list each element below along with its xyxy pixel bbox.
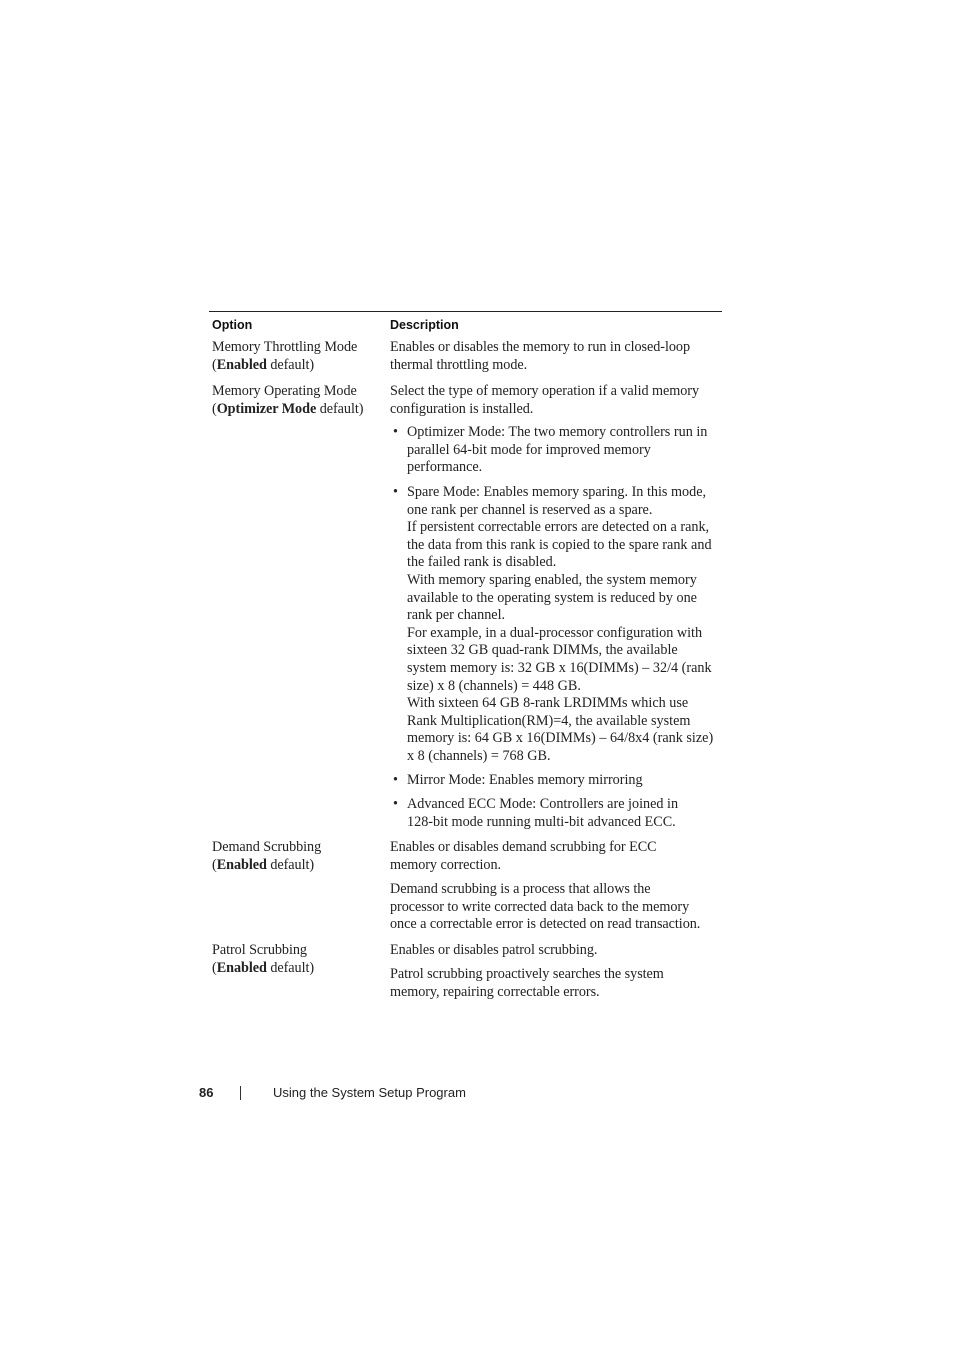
description-line: memory, repairing correctable errors.	[390, 983, 600, 1000]
bullet-icon: •	[393, 772, 398, 788]
bullet-line: one rank per channel is reserved as a spare.	[407, 501, 653, 518]
bullet-line: parallel 64-bit mode for improved memory	[407, 441, 651, 458]
description-cell	[390, 942, 722, 960]
table-header	[209, 316, 722, 334]
description-line: Enables or disables demand scrubbing for ECC	[390, 839, 657, 855]
default-suffix: default)	[270, 356, 315, 373]
option-name: Memory Throttling Mode	[212, 339, 358, 355]
bullet-line: rank per channel.	[407, 607, 506, 624]
bullet-line: system memory is: 32 GB x 16(DIMMs) – 32/4 (rank	[407, 659, 712, 676]
description-line: once a correctable error is detected on read transaction.	[390, 916, 701, 933]
description-line: memory correction.	[390, 856, 501, 873]
bullet-line: Spare Mode: Enables memory sparing. In this mode,	[407, 484, 707, 500]
bullet-line: Mirror Mode: Enables memory mirroring	[407, 772, 643, 788]
bullet-line: Advanced ECC Mode: Controllers are joined in	[407, 796, 679, 812]
description-line: Enables or disables patrol scrubbing.	[390, 942, 598, 958]
bullet-icon: •	[393, 424, 398, 440]
option-name: Memory Operating Mode	[212, 383, 357, 399]
option-default: (Enabled default)	[212, 856, 315, 873]
bullet-line: the failed rank is disabled.	[407, 554, 557, 571]
description-line: Enables or disables the memory to run in closed-loop	[390, 339, 691, 355]
bullet-line: Rank Multiplication(RM)=4, the available system	[407, 712, 691, 729]
bullet-line: size) x 8 (channels) = 448 GB.	[407, 677, 581, 694]
description-line: Patrol scrubbing proactively searches the system	[390, 966, 664, 982]
description-line: configuration is installed.	[390, 400, 534, 417]
description-line: processor to write corrected data back to the memory	[390, 898, 690, 915]
bullet-line: memory is: 64 GB x 16(DIMMs) – 64/8x4 (rank size)	[407, 730, 714, 747]
default-suffix: default)	[270, 856, 315, 873]
description-line: thermal throttling mode.	[390, 356, 528, 373]
default-value: Enabled	[216, 356, 267, 373]
bullet-line: For example, in a dual-processor configuration with	[407, 624, 703, 641]
footer-title: Using the System Setup Program	[273, 1085, 466, 1100]
bullet-line: With memory sparing enabled, the system memory	[407, 571, 697, 588]
bullet-line: Optimizer Mode: The two memory controllers run in	[407, 424, 708, 440]
option-name: Patrol Scrubbing	[212, 942, 307, 958]
default-value: Enabled	[216, 856, 267, 873]
description-line: Select the type of memory operation if a valid memory	[390, 383, 699, 399]
option-default: (Enabled default)	[212, 356, 315, 373]
option-default: (Enabled default)	[212, 959, 315, 976]
option-cell	[212, 383, 382, 418]
default-value: Optimizer Mode	[216, 400, 317, 417]
description-column-header: Description	[390, 318, 459, 332]
bullet-line: x 8 (channels) = 768 GB.	[407, 747, 551, 764]
bullet-line: 128-bit mode running multi-bit advanced ECC.	[407, 813, 676, 830]
options-table	[209, 311, 722, 1000]
option-cell	[212, 839, 382, 874]
default-suffix: default)	[319, 400, 364, 417]
option-name: Demand Scrubbing	[212, 839, 322, 855]
option-column-header: Option	[212, 318, 253, 332]
bullet-icon: •	[393, 796, 398, 812]
bullet-line: If persistent correctable errors are detected on a rank,	[407, 519, 710, 536]
page-number: 86	[199, 1085, 214, 1100]
description-cell	[390, 881, 722, 934]
default-value: Enabled	[216, 959, 267, 976]
bullet-line: available to the operating system is reduced by one	[407, 589, 697, 606]
option-cell	[212, 942, 382, 977]
description-cell	[390, 839, 722, 874]
option-default: (Optimizer Mode default)	[212, 400, 364, 417]
footer-divider	[240, 1086, 241, 1100]
default-suffix: default)	[270, 959, 315, 976]
bullet-line: performance.	[407, 459, 483, 476]
option-cell	[212, 339, 382, 374]
description-cell	[390, 339, 722, 374]
bullet-line: the data from this rank is copied to the spare rank and	[407, 536, 712, 553]
description-cell	[390, 383, 722, 418]
bullet-line: With sixteen 64 GB 8-rank LRDIMMs which use	[407, 695, 689, 712]
bullet-line: sixteen 32 GB quad-rank DIMMs, the available	[407, 642, 678, 659]
description-line: Demand scrubbing is a process that allows the	[390, 881, 651, 897]
description-cell	[390, 966, 722, 1001]
bullet-icon: •	[393, 484, 398, 500]
